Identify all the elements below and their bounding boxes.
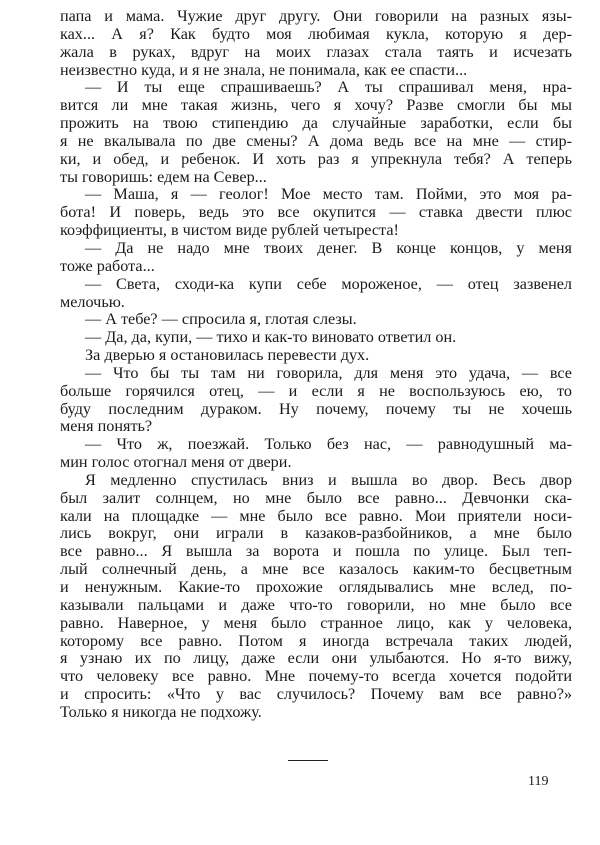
paragraph [60,365,572,436]
text-line: равно. Наверное, у меня было странное лицо, как у человека, [60,613,572,632]
text-line: я узнаю их по лицу, даже если они улыбаются. Но я-то вижу, [60,649,572,668]
paragraph [60,186,572,240]
text-line: Я медленно спустилась вниз и вышла во двор. Весь двор [85,470,572,489]
text-line: кали на площадке — мне было все равно. Мои приятели носи- [60,506,572,525]
text-line: мин голос отогнал меня от двери. [60,453,292,472]
paragraph [60,240,572,276]
text-line: прожить на твою стипендию да случайные заработки, если бы [60,114,572,133]
text-line: — Что ж, поезжай. Только без нас, — равнодушный ма- [85,435,572,454]
text-line: — Что бы ты там ни говорила, для меня это удача, — все [85,363,572,382]
text-line: и спросить: «Что у вас случилось? Почему вам все равно?» [60,685,572,704]
text-line: все равно... Я вышла за ворота и пошла по улице. Был теп- [60,542,572,561]
text-line: — И ты еще спрашиваешь? А ты спрашивал меня, нра- [85,78,572,97]
text-line: — А тебе? — спросила я, глотая слезы. [85,310,357,329]
paragraph [60,436,572,472]
text-line: лый солнечный день, а мне все казалось каким-то бесцветным [60,560,572,579]
paragraph [60,329,572,347]
text-line: ты говоришь: едем на Север... [60,167,267,186]
text-line: — Да не надо мне твоих денег. В конце концов, у меня [85,238,572,257]
text-line: и ненужным. Какие-то прохожие оглядывались мне вслед, по- [60,578,572,596]
text-line: меня понять? [60,417,153,436]
text-line: Только я никогда не подхожу. [60,702,262,721]
text-line: больше горячился отец, — и если я не воспользуюсь ею, то [60,381,572,400]
text-line: я не вкалывала по две смены? А дома ведь все на мне — стир- [60,131,572,150]
text-line: лись вокруг, они играли в казаков-разбойников, а мне было [60,524,572,543]
paragraph [60,347,572,365]
text-line: — Маша, я — геолог! Мое место там. Пойми, это моя ра- [85,185,572,204]
section-divider [288,760,328,761]
text-line: буду последним дураком. Ну почему, почему ты не хочешь [60,399,572,418]
paragraph [60,276,572,312]
text-line: — Да, да, купи, — тихо и как-то виновато ответил он. [85,328,457,347]
text-line: вится ли мне такая жизнь, чего я хочу? Разве смогли бы мы [60,96,572,115]
paragraph [60,472,572,722]
paragraph [60,79,572,186]
text-line: неизвестно куда, и я не знала, не понимала, как ее спасти... [60,60,468,79]
text-line: папа и мама. Чужие друг другу. Они говорили на разных язы- [60,7,572,25]
text-line: которому все равно. Потом я иногда встречала таких людей, [60,631,572,650]
text-line: что человеку все равно. Мне почему-то всегда хочется подойти [60,667,572,686]
text-line: коэффициенты, в чистом виде рублей четыреста! [60,221,399,240]
text-line: тоже работа... [60,256,155,275]
text-line: За дверью я остановилась перевести дух. [85,346,370,365]
page-number: 119 [528,774,549,789]
text-line: бота! И поверь, ведь это все окупится — ставка двести плюс [60,203,572,222]
text-line: — Света, сходи-ка купи себе мороженое, — отец зазвенел [85,274,572,293]
page-body-text [60,8,572,722]
paragraph [60,311,572,329]
paragraph [60,8,572,79]
text-line: казывали пальцами и даже что-то говорили, но мне было все [60,595,572,614]
text-line: жала в руках, вдруг на моих глазах стала таять и исчезать [60,42,572,61]
text-line: ках... А я? Как будто моя любимая кукла, которую я дер- [60,24,572,43]
text-line: был залит солнцем, но мне было все равно... Девчонки ска- [60,488,572,507]
text-line: мелочью. [60,292,125,311]
text-line: ки, и обед, и ребенок. И хоть раз я упрекнула тебя? А теперь [60,149,572,168]
